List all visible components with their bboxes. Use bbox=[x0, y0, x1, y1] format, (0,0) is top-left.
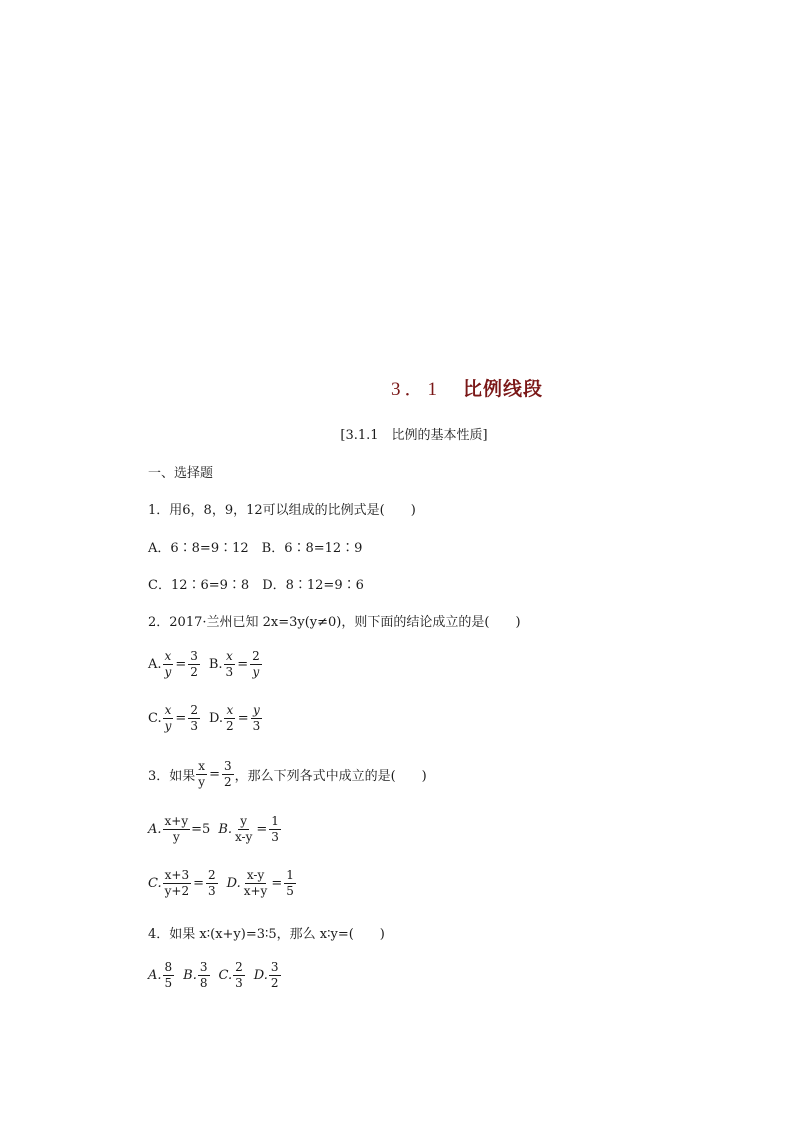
option-a-fraction: $\frac{x+y}{y}$ bbox=[164, 814, 189, 844]
option-c-lhs-fraction: $\frac{x+3}{y+2}$ bbox=[164, 868, 190, 898]
option-b-label: B. bbox=[183, 967, 197, 983]
question-4-options bbox=[148, 961, 282, 989]
option-c-rhs-fraction: $\frac{2}{3}$ bbox=[190, 703, 198, 733]
option-d-label: D. bbox=[253, 967, 268, 983]
option-b-label: B. bbox=[208, 656, 223, 672]
option-b-lhs-fraction: $\frac{y}{x-y}$ bbox=[235, 814, 253, 844]
option-d-label: D. bbox=[226, 875, 241, 891]
option-a-lhs-fraction: $\frac{x}{y}$ bbox=[164, 649, 172, 679]
option-d-lhs-fraction: $\frac{x}{2}$ bbox=[226, 703, 234, 733]
question-3-options-ab: A. $\frac{x+y}{y}$ =5 B. $\frac{y}{x-y}$ = $\frac{1}{3}$ bbox=[148, 814, 279, 844]
option-a-fraction: $\frac{8}{5}$ bbox=[164, 960, 173, 990]
option-b-fraction: $\frac{3}{8}$ bbox=[199, 960, 208, 990]
option-c-fraction: $\frac{2}{3}$ bbox=[235, 960, 243, 990]
question-3-options-cd: C. $\frac{x+3}{y+2}$ = $\frac{2}{3}$ D. $\frac{x-y}{x+y}$ = $\frac{1}{5}$ bbox=[148, 868, 294, 898]
question-1-stem: 1．用6，8，9，12可以组成的比例式是( ) bbox=[148, 503, 416, 518]
option-d-lhs-fraction: $\frac{x-y}{x+y}$ bbox=[243, 868, 268, 898]
section-title: 比例线段 bbox=[463, 378, 544, 400]
page-title bbox=[0, 374, 794, 401]
option-a-label: A. bbox=[148, 967, 162, 983]
question-2-options-cd: C. $\frac{x}{y}$ = $\frac{2}{3}$ D. $\frac{x}{2}$ = $\frac{y}{3}$ bbox=[148, 703, 261, 733]
option-d-fraction: $\frac{3}{2}$ bbox=[270, 960, 279, 990]
option-b-lhs-fraction: $\frac{x}{3}$ bbox=[225, 649, 234, 679]
subsection-title: [3.1.1 比例的基本性质] bbox=[340, 428, 488, 443]
option-b-label: B. bbox=[218, 821, 232, 837]
section-heading: 一、选择题 bbox=[148, 466, 214, 481]
option-b-rhs-fraction: $\frac{1}{3}$ bbox=[271, 814, 279, 844]
question-3-stem: 3．如果 $\frac{x}{y}$ = $\frac{3}{2}$ ，那么下列各式中成立的是( ) bbox=[148, 759, 427, 789]
option-d-rhs-fraction: $\frac{y}{3}$ bbox=[252, 703, 261, 733]
option-c-label: C. bbox=[148, 875, 162, 891]
option-c-rhs-fraction: $\frac{2}{3}$ bbox=[208, 868, 216, 898]
question-1-options-cd: C．12∶6=9∶8 D．8∶12=9∶6 bbox=[148, 578, 364, 593]
option-c-label: C. bbox=[218, 967, 233, 983]
section-number: 3．1 bbox=[390, 379, 441, 400]
option-b-rhs-fraction: $\frac{2}{y}$ bbox=[252, 649, 260, 679]
question-3-condition-lhs: $\frac{x}{y}$ bbox=[198, 759, 206, 789]
question-2-options-ab: A. $\frac{x}{y}$ = $\frac{3}{2}$ B. $\frac{x}{3}$ = $\frac{2}{y}$ bbox=[148, 649, 260, 679]
question-1-options-ab: A．6∶8=9∶12 B．6∶8=12∶9 bbox=[148, 541, 363, 556]
option-c-label: C. bbox=[148, 710, 162, 726]
question-2-stem: 2．2017·兰州已知 2x=3y(y≠0)，则下面的结论成立的是( ) bbox=[148, 615, 521, 630]
question-4-stem: 4．如果 x∶(x+y)=3∶5，那么 x∶y=( ) bbox=[148, 927, 385, 942]
option-a-label: A. bbox=[148, 656, 162, 672]
option-c-lhs-fraction: $\frac{x}{y}$ bbox=[164, 703, 172, 733]
option-d-label: D. bbox=[208, 710, 224, 726]
option-a-rhs-fraction: $\frac{3}{2}$ bbox=[190, 649, 198, 679]
option-d-rhs-fraction: $\frac{1}{5}$ bbox=[286, 868, 294, 898]
option-a-label: A. bbox=[148, 821, 162, 837]
question-3-condition-rhs: $\frac{3}{2}$ bbox=[223, 759, 232, 789]
